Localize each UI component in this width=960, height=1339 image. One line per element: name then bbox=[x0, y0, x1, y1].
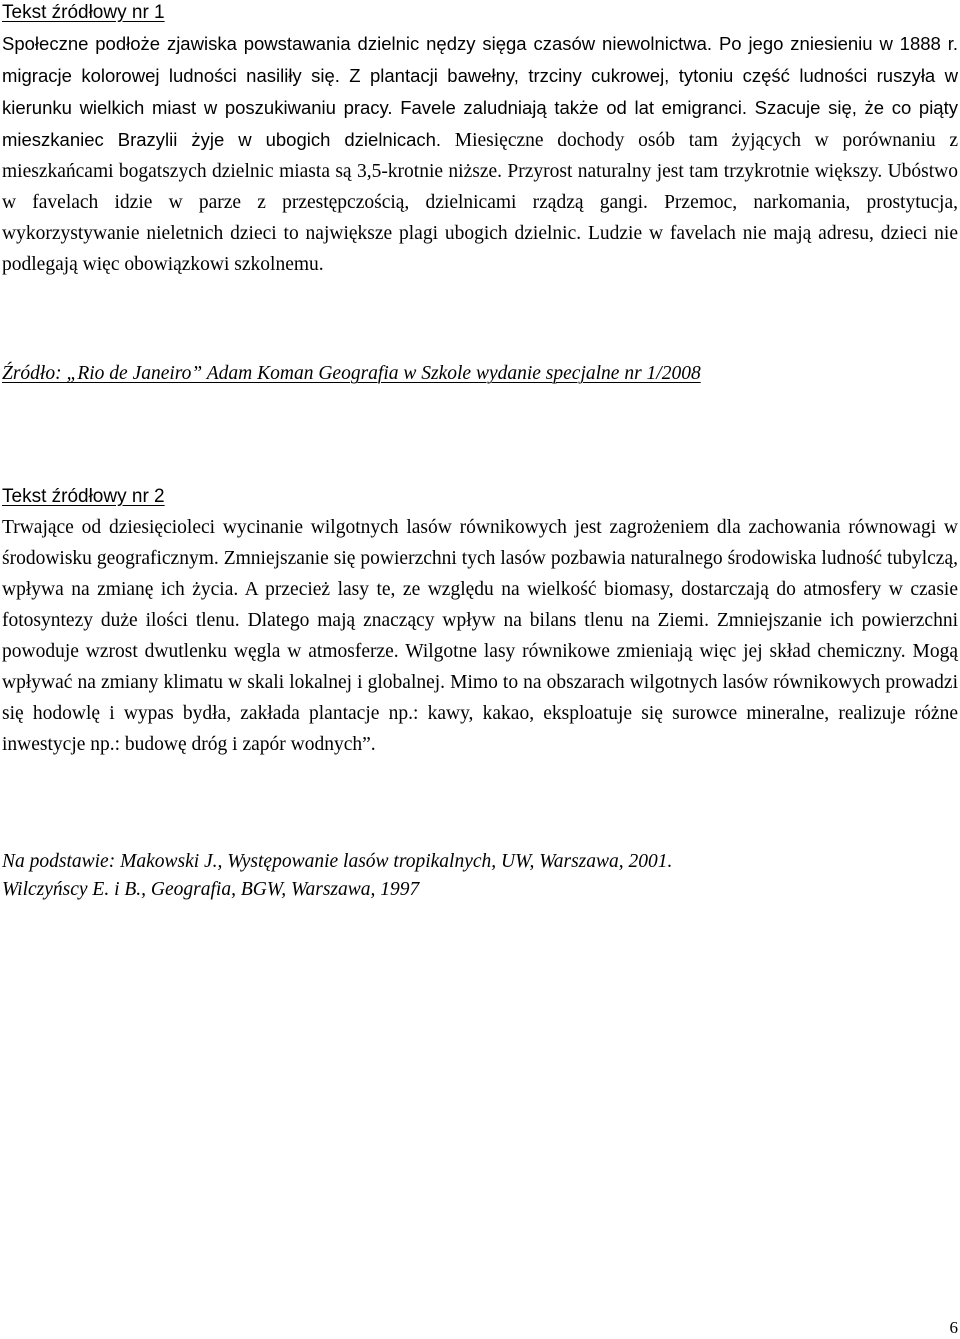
document-page bbox=[2, 0, 958, 900]
page-number: 6 bbox=[949, 1318, 958, 1337]
source-text-1-citation: Źródło: „Rio de Janeiro” Adam Koman Geografia w Szkole wydanie specjalne nr 1/2008 bbox=[2, 363, 701, 384]
source-text-2 bbox=[2, 483, 958, 760]
source-text-1-sentence-b: Miesięczne dochody osób tam żyjących w porównaniu z mieszkańcami bogatszych dzielnic miasta są 3,5-krotnie niższe. Przyrost naturalny jest tam trzykrotnie większy. Ubóstwo w favelach idzie w parze z przestępczością, dzielnicami rządzą gangi. Przemoc, narkomania, prostytucja, wykorzystywanie nieletnich dzieci to największe plagi ubogich dzielnic. Ludzie w favelach nie mają adresu, dzieci nie podlegają więc obowiązkowi szkolnemu. bbox=[2, 130, 958, 275]
source-text-2-body: Trwające od dziesięcioleci wycinanie wilgotnych lasów równikowych jest zagrożeniem dla zachowania równowagi w środowisku geograficznym. Zmniejszanie się powierzchni tych lasów pozbawia naturalnego środowiska ludność tubylczą, wpływa na zmianę ich życia. A przecież lasy te, ze względu na wielkość biomasy, dostarczają do atmosfery w czasie fotosyntezy duże ilości tlenu. Dlatego mają znaczący wpływ na bilans tlenu na Ziemi. Zmniejszanie ich powierzchni powoduje wzrost dwutlenku węgla w atmosferze. Wilgotne lasy równikowe zmieniają więc jej skład chemiczny. Mogą wpływać na zmiany klimatu w skali lokalnej i globalnej. Mimo to na obszarach wilgotnych lasów równikowych prowadzi się hodowlę i wypas bydła, zakłada plantacje np.: kawy, kakao, eksploatuje się surowce mineralne, realizuje różne inwestycje np.: budowę dróg i zapór wodnych”. bbox=[2, 517, 958, 755]
source-text-1-heading: Tekst źródłowy nr 1 bbox=[2, 2, 165, 23]
source-text-1-sentence-a: Społeczne podłoże zjawiska powstawania dzielnic nędzy sięga czasów niewolnictwa. Po jego zniesieniu w 1888 r. migracje kolorowej ludności nasiliły się. Z plantacji bawełny, trzciny cukrowej, tytoniu część ludności ruszyła w kierunku wielkich miast w poszukiwaniu pracy. Favele zaludniają także od lat emigranci. Szacuje się, że co piąty mieszkaniec Brazylii żyje w ubogich dzielnicach. bbox=[2, 33, 958, 150]
source-text-2-citation bbox=[2, 848, 958, 904]
source-text-1-body bbox=[2, 28, 958, 280]
source-text-2-heading: Tekst źródłowy nr 2 bbox=[2, 486, 165, 507]
citation-line: Na podstawie: Makowski J., Występowanie lasów tropikalnych, UW, Warszawa, 2001. bbox=[2, 851, 673, 872]
citation-line: Wilczyńscy E. i B., Geografia, BGW, Warszawa, 1997 bbox=[2, 879, 420, 900]
source-text-1 bbox=[2, 0, 958, 280]
